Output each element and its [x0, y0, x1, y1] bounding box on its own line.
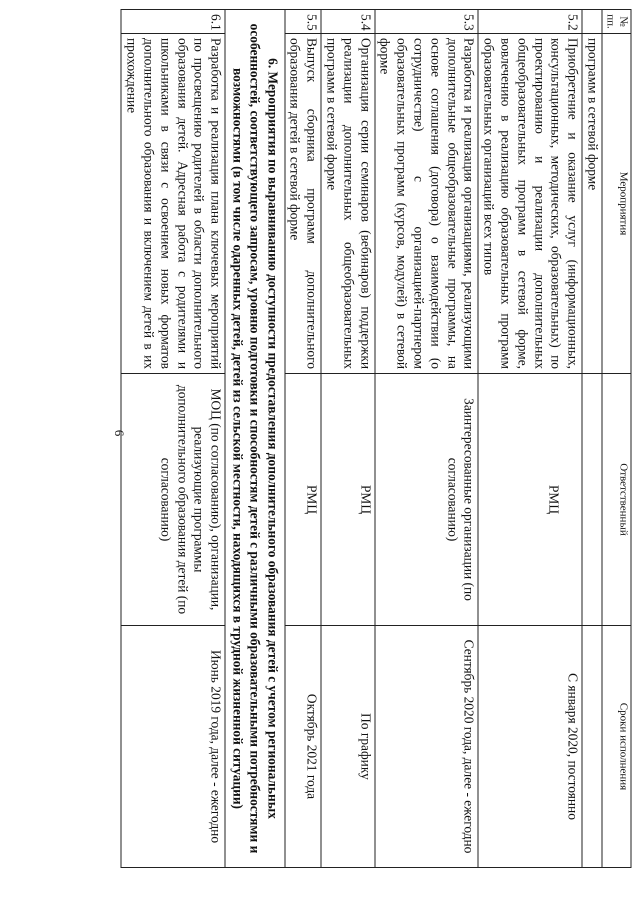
row-number: 5.3: [375, 10, 479, 34]
section-6-heading: 6. Мероприятия по выравниванию доступности предоставления дополнительного образования детей с учетом региональных особенностей, соответствующего запросам, уровню подготовки и способностям детей с различными образовательными потребностями и возможностями (в том числе одаренных детей, детей из сельской местности, находящихся в трудной жизненной ситуации): [225, 10, 285, 868]
table-row: [375, 10, 479, 868]
row-activity: Выпуск сборника программ дополнительного образования детей в сетевой форме: [285, 34, 322, 374]
row-activity: Организация серии семинаров (вебинаров) поддержки реализации дополнительных общеобразовательных программ в сетевой форме: [321, 34, 374, 374]
row-number: 6.1: [121, 10, 225, 34]
row-activity: Разработка и реализация плана ключевых мероприятий по просвещению родителей в области дополнительного образования детей. Адресная работа с родителями и школьниками в связи с освоением новых форматов дополнительного образования и включением детей в их прохождение: [121, 34, 225, 374]
row-deadline: [582, 626, 602, 868]
header-deadline: Сроки исполнения: [602, 626, 631, 868]
row-activity: Разработка и реализация организациями, реализующими дополнительные общеобразовательные программы, на основе соглашения (договора) о взаимодействии (о сотрудничестве) с организацией-партнером образовательных программ (курсов, модулей) в сетевой форме: [375, 34, 479, 374]
document-sheet: [124, 9, 632, 867]
table-row: [121, 10, 225, 868]
row-responsible: РМЦ: [478, 374, 582, 626]
row-deadline: Октябрь 2021 года: [285, 626, 322, 868]
table-row: [478, 10, 582, 868]
table-header-row: [602, 10, 631, 868]
row-number: 5.5: [285, 10, 322, 34]
header-number: № пп.: [602, 10, 631, 34]
row-activity: Приобретение и оказание услуг (информационных, консультационных, методических, образовательных) по проектированию и реализации дополнительных общеобразовательных программ в сетевой форме, вовлечению в реализацию образовательных программ образовательных организаций всех типов: [478, 34, 582, 374]
table-row: [582, 10, 602, 868]
header-activity: Мероприятия: [602, 34, 631, 374]
row-responsible: МОЦ (по согласованию), организации, реализующие программы дополнительного образования детей (по согласованию): [121, 374, 225, 626]
row-responsible: [582, 374, 602, 626]
activities-table: [121, 9, 632, 868]
section-heading-row: [225, 10, 285, 868]
row-responsible: РМЦ: [285, 374, 322, 626]
table-row: [285, 10, 322, 868]
row-responsible: Заинтересованные организации (по согласованию): [375, 374, 479, 626]
row-number: 5.2: [478, 10, 582, 34]
header-responsible: Ответственный: [602, 374, 631, 626]
row-number: 5.4: [321, 10, 374, 34]
row-deadline: Сентябрь 2020 года, далее - ежегодно: [375, 626, 479, 868]
row-number: [582, 10, 602, 34]
row-deadline: С января 2020, постоянно: [478, 626, 582, 868]
table-row: [321, 10, 374, 868]
row-deadline: По графику: [321, 626, 374, 868]
row-deadline: Июнь 2019 года, далее - ежегодно: [121, 626, 225, 868]
page-number: 6: [112, 429, 127, 437]
row-responsible: РМЦ: [321, 374, 374, 626]
row-activity: программ в сетевой форме: [582, 34, 602, 374]
